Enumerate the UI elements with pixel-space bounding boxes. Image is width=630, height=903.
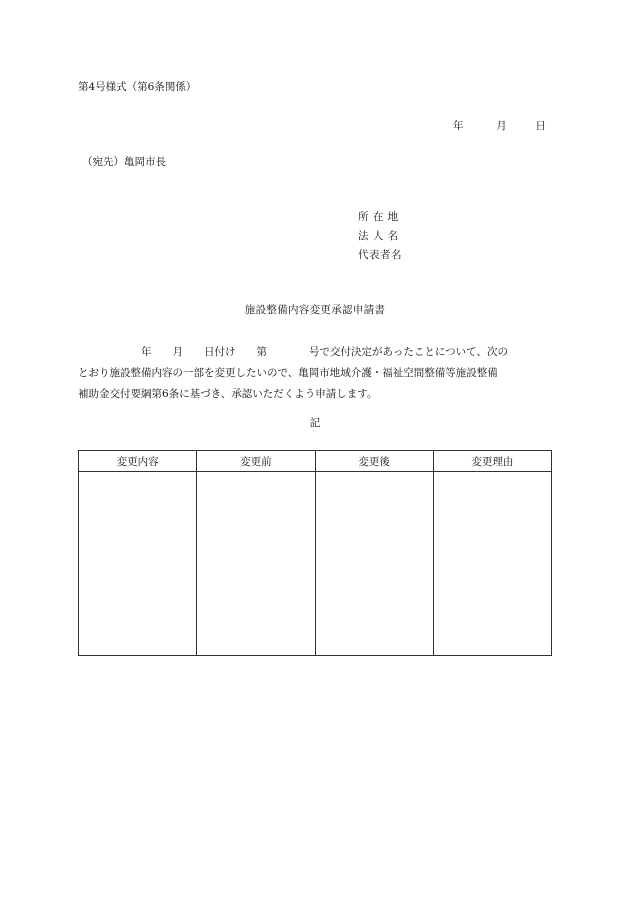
ki-heading: 記 — [309, 417, 321, 429]
changes-table — [78, 450, 552, 656]
date-year: 年 — [453, 120, 464, 132]
table-header-row — [79, 451, 552, 472]
cell-change-content[interactable] — [79, 472, 197, 656]
form-number: 第4号様式（第6条関係） — [78, 81, 197, 93]
corp-name-label: 法 人 名 — [358, 230, 399, 242]
cell-before[interactable] — [197, 472, 315, 656]
date-month: 月 — [496, 120, 507, 132]
document-title: 施設整備内容変更承認申請書 — [244, 304, 386, 316]
addressee: （宛先）亀岡市長 — [82, 156, 166, 168]
representative-label: 代表者名 — [358, 249, 402, 261]
applicant-block — [358, 212, 402, 269]
header-change-content: 変更内容 — [79, 451, 197, 472]
body-line-2: とおり施設整備内容の一部を変更したいので、亀岡市地域介護・福祉空間整備等施設整備 — [78, 367, 498, 379]
address-label: 所 在 地 — [358, 211, 399, 223]
header-after: 変更後 — [315, 451, 433, 472]
cell-after[interactable] — [315, 472, 433, 656]
body-line-1: 年 月 日付け 第 号で交付決定があったことについて、次の — [78, 346, 508, 358]
body-text — [78, 342, 553, 405]
cell-reason[interactable] — [433, 472, 551, 656]
body-line-3: 補助金交付要綱第6条に基づき、承認いただくよう申請します。 — [78, 388, 378, 400]
date-line — [453, 121, 546, 132]
table-row — [79, 472, 552, 656]
header-reason: 変更理由 — [433, 451, 551, 472]
header-before: 変更前 — [197, 451, 315, 472]
date-day: 日 — [535, 120, 546, 132]
